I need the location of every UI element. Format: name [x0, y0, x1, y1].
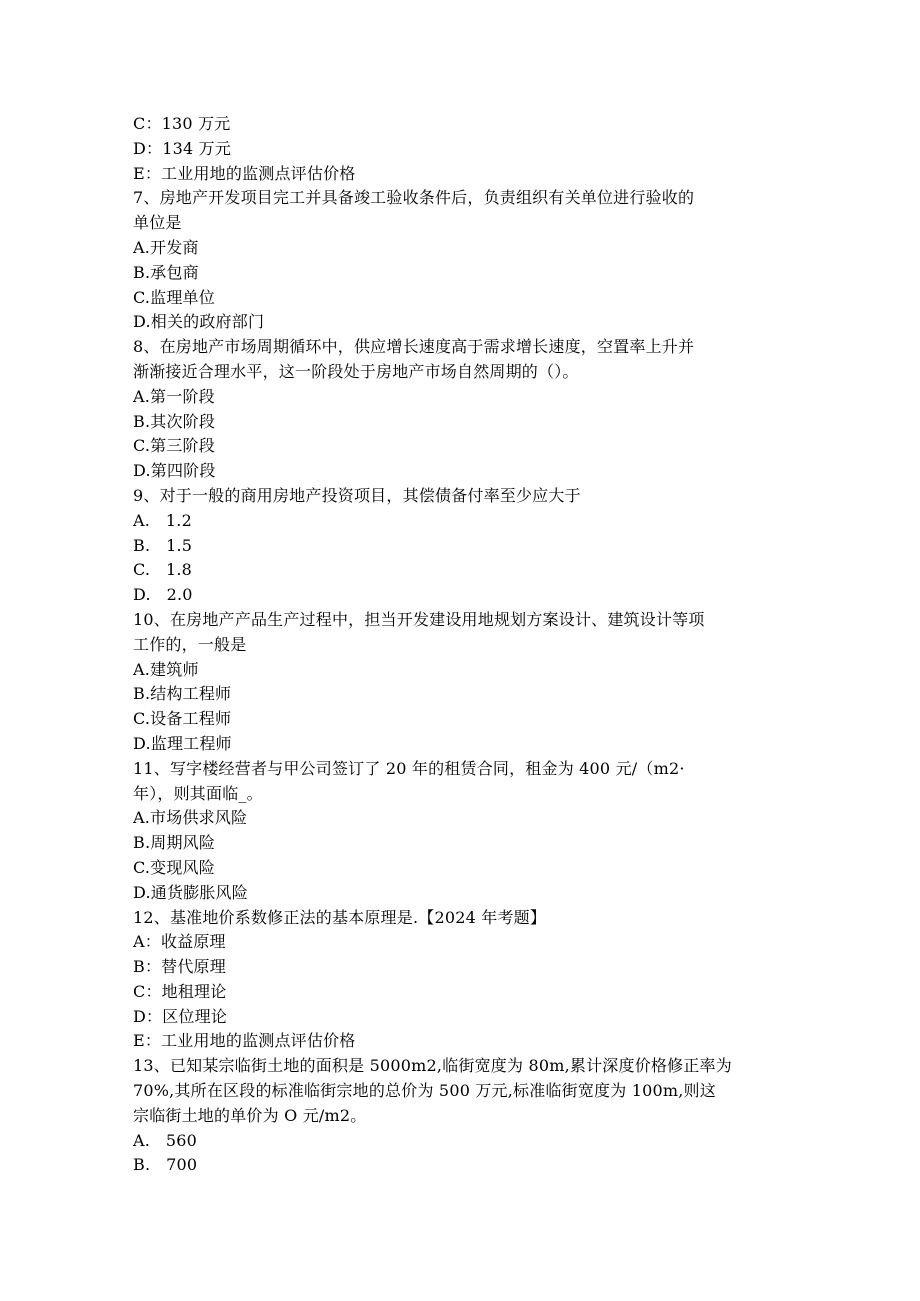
option-line: C.第三阶段 [133, 436, 215, 456]
option-line: D：134 万元 [133, 138, 232, 158]
option-line: A.市场供求风险 [133, 808, 248, 828]
question-text [133, 608, 793, 658]
option-line: A.建筑师 [133, 659, 199, 679]
answer-option [133, 732, 793, 757]
option-line: B. 1.5 [133, 535, 193, 555]
answer-option [133, 112, 793, 137]
question-text [133, 186, 793, 236]
question-line: 工作的，一般是 [133, 634, 247, 654]
answer-option [133, 1029, 793, 1054]
answer-option [133, 682, 793, 707]
option-line: C：地租理论 [133, 981, 227, 1001]
question-text [133, 1054, 793, 1128]
question-line: 9、对于一般的商用房地产投资项目，其偿债备付率至少应大于 [133, 485, 581, 505]
option-line: E：工业用地的监测点评估价格 [133, 163, 356, 183]
answer-option [133, 806, 793, 831]
answer-option [133, 434, 793, 459]
question-text [133, 484, 793, 509]
question-line: 70%,其所在区段的标准临街宗地的总价为 500 万元,标准临街宽度为 100m,则这 [133, 1081, 716, 1101]
option-line: C.设备工程师 [133, 709, 232, 729]
option-line: B：替代原理 [133, 957, 226, 977]
question-line: 宗临街土地的单价为 O 元/m2。 [133, 1105, 367, 1125]
option-line: C.变现风险 [133, 857, 215, 877]
answer-option [133, 707, 793, 732]
option-line: D.通货膨胀风险 [133, 882, 248, 902]
question-line: 渐渐接近合理水平，这一阶段处于房地产市场自然周期的（）。 [133, 361, 579, 381]
answer-option [133, 658, 793, 683]
answer-option [133, 1005, 793, 1030]
question-text [133, 335, 793, 385]
answer-option [133, 980, 793, 1005]
option-line: C：130 万元 [133, 114, 231, 133]
option-line: B.承包商 [133, 262, 199, 282]
option-line: D.监理工程师 [133, 733, 232, 753]
question-line: 年），则其面临_。 [133, 783, 263, 803]
answer-option [133, 1129, 793, 1154]
answer-option [133, 286, 793, 311]
answer-option [133, 236, 793, 261]
option-line: E：工业用地的监测点评估价格 [133, 1031, 356, 1051]
answer-option [133, 410, 793, 435]
option-line: D.第四阶段 [133, 461, 216, 481]
question-line: 8、在房地产市场周期循环中，供应增长速度高于需求增长速度，空置率上升并 [133, 337, 695, 357]
answer-option [133, 856, 793, 881]
question-line: 12、基准地价系数修正法的基本原理是.【2024 年考题】 [133, 907, 547, 927]
answer-option [133, 1153, 793, 1178]
answer-option [133, 583, 793, 608]
answer-option [133, 310, 793, 335]
answer-option [133, 137, 793, 162]
option-line: B.结构工程师 [133, 684, 232, 704]
answer-option [133, 955, 793, 980]
answer-option [133, 459, 793, 484]
option-line: A：收益原理 [133, 932, 226, 952]
answer-option [133, 831, 793, 856]
option-line: D. 2.0 [133, 585, 193, 605]
option-line: C.监理单位 [133, 287, 215, 307]
question-text [133, 757, 793, 807]
answer-option [133, 558, 793, 583]
option-line: B.其次阶段 [133, 411, 216, 431]
option-line: A. 560 [133, 1130, 198, 1150]
answer-option [133, 930, 793, 955]
option-line: A.开发商 [133, 237, 199, 257]
option-line: B.周期风险 [133, 833, 216, 853]
question-line: 13、已知某宗临街土地的面积是 5000m2,临街宽度为 80m,累计深度价格修正率为 [133, 1056, 732, 1076]
question-list [133, 112, 793, 1178]
option-line: A. 1.2 [133, 510, 192, 530]
question-line: 10、在房地产产品生产过程中，担当开发建设用地规划方案设计、建筑设计等项 [133, 609, 705, 629]
answer-option [133, 534, 793, 559]
option-line: C. 1.8 [133, 560, 193, 580]
question-line: 11、写字楼经营者与甲公司签订了 20 年的租赁合同，租金为 400 元/（m2· [133, 758, 685, 778]
question-line: 7、房地产开发项目完工并具备竣工验收条件后，负责组织有关单位进行验收的 [133, 188, 695, 208]
answer-option [133, 162, 793, 187]
question-line: 单位是 [133, 213, 182, 233]
option-line: A.第一阶段 [133, 386, 215, 406]
answer-option [133, 881, 793, 906]
answer-option [133, 261, 793, 286]
option-line: D：区位理论 [133, 1006, 228, 1026]
option-line: B. 700 [133, 1155, 198, 1175]
option-line: D.相关的政府部门 [133, 312, 265, 332]
question-text [133, 906, 793, 931]
answer-option [133, 385, 793, 410]
answer-option [133, 509, 793, 534]
